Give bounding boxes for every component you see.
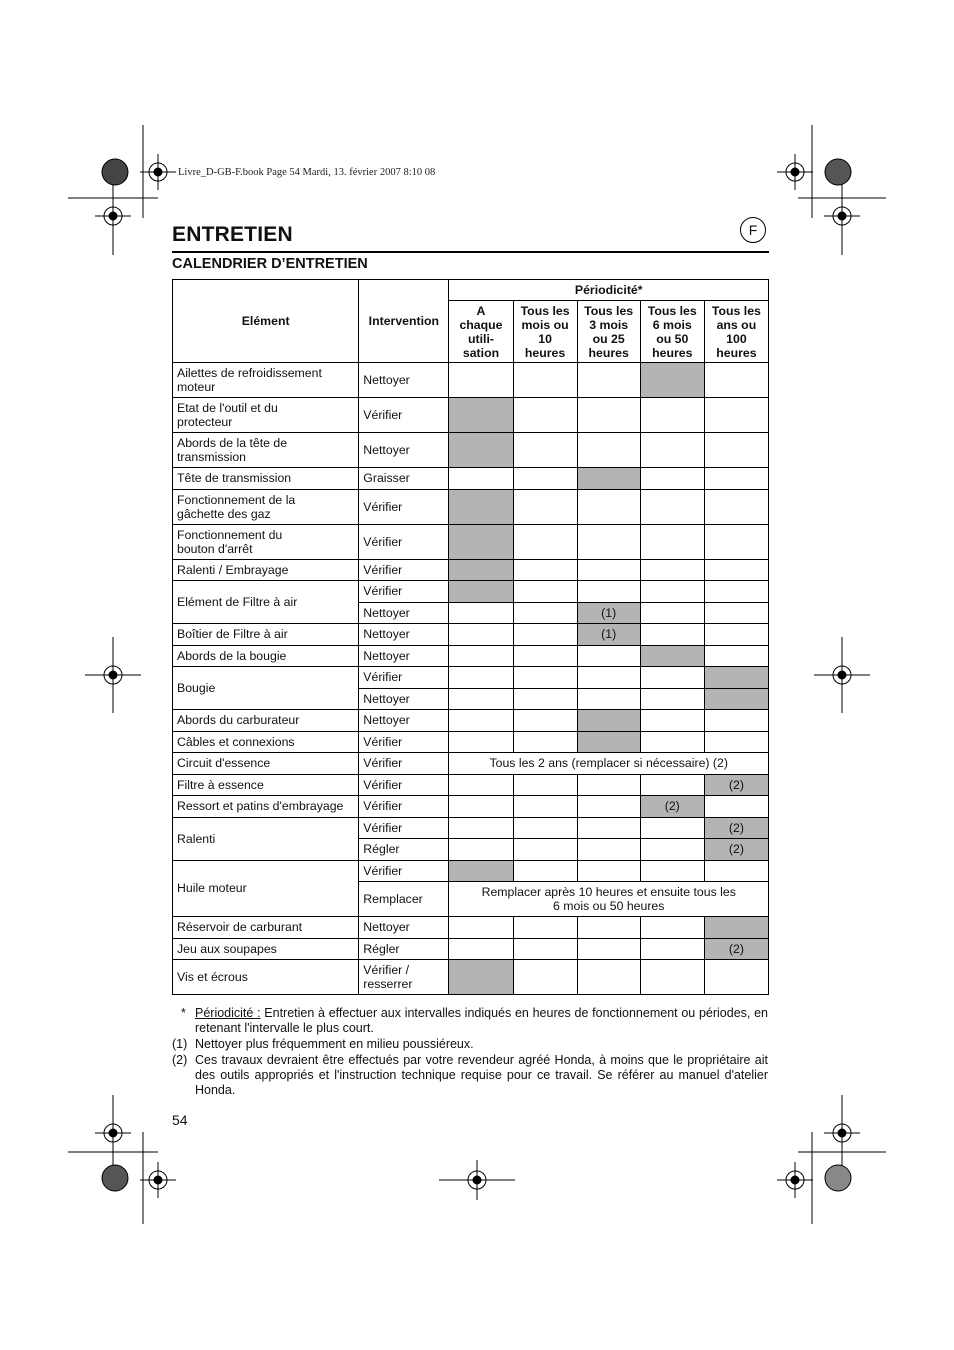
intervention-cell: [359, 688, 449, 710]
period-cell: [513, 710, 577, 732]
period-cell: [577, 433, 640, 468]
text-line: Bougie: [177, 681, 216, 695]
period-cell: [640, 489, 704, 524]
element-cell: [173, 581, 359, 624]
text-line: Ralenti / Embrayage: [177, 562, 289, 577]
period-cell: [513, 688, 577, 710]
text-line: protecteur: [177, 415, 233, 429]
element-cell: [173, 667, 359, 710]
period-cell: [704, 960, 768, 995]
period-cell: [640, 938, 704, 960]
period-cell: [513, 624, 577, 646]
header-period-2: [577, 301, 640, 363]
header-element: Elément: [173, 280, 359, 363]
text-line: Régler: [363, 941, 400, 956]
text-line: Remplacer: [363, 892, 423, 906]
period-cell: [513, 817, 577, 839]
text-line: ans ou: [716, 317, 757, 332]
text-line: Vérifier: [363, 820, 403, 835]
table-row: [173, 489, 769, 524]
shaded-period-cell: (2): [704, 839, 768, 861]
text-line: Vérifier /: [363, 963, 410, 977]
element-cell: [173, 731, 359, 753]
shaded-period-cell: [704, 667, 768, 689]
period-cell: [704, 602, 768, 624]
period-cell: [513, 860, 577, 882]
period-cell: [640, 602, 704, 624]
period-cell: [513, 602, 577, 624]
table-row: [173, 524, 769, 559]
period-cell: [640, 688, 704, 710]
element-cell: [173, 489, 359, 524]
period-cell: [640, 559, 704, 581]
footnote-text: Nettoyer plus fréquemment en milieu poussiéreux.: [195, 1037, 474, 1051]
text-line: heures: [588, 345, 629, 360]
table-row: [173, 363, 769, 398]
text-line: 100: [726, 331, 747, 346]
period-cell: [640, 468, 704, 490]
table-row: [173, 960, 769, 995]
shaded-period-cell: [449, 524, 513, 559]
intervention-cell: [359, 938, 449, 960]
shaded-period-cell: [704, 688, 768, 710]
footnote-text: Ces travaux devraient être effectués par votre revendeur agréé Honda, à moins que le propriétaire ait des outils appropriés et l'instruction technique requise pour ce travail. Se référer au manuel d'atelier Honda.: [195, 1053, 768, 1097]
text-line: Vis et écrous: [177, 970, 248, 984]
table-row: [173, 774, 769, 796]
period-cell: [513, 731, 577, 753]
intervention-cell: [359, 753, 449, 775]
table-row: [173, 710, 769, 732]
text-line: Abords de la bougie: [177, 648, 287, 663]
element-cell: [173, 753, 359, 775]
text-line: Nettoyer: [363, 713, 410, 728]
shaded-period-cell: [449, 960, 513, 995]
intervention-cell: [359, 559, 449, 581]
period-cell: [704, 581, 768, 603]
intervention-cell: [359, 645, 449, 667]
period-cell: [640, 731, 704, 753]
shaded-period-cell: [640, 645, 704, 667]
table-row: [173, 731, 769, 753]
text-line: Remplacer après 10 heures et ensuite tous les: [481, 885, 736, 899]
period-cell: [640, 524, 704, 559]
element-cell: [173, 796, 359, 818]
merged-period-cell: [449, 882, 769, 917]
period-cell: [704, 524, 768, 559]
text-line: bouton d'arrêt: [177, 541, 253, 556]
shaded-period-cell: [704, 917, 768, 939]
intervention-cell: [359, 796, 449, 818]
period-cell: [704, 645, 768, 667]
period-cell: [577, 917, 640, 939]
element-cell: [173, 645, 359, 667]
table-row: [173, 468, 769, 490]
text-line: Nettoyer: [363, 373, 410, 387]
period-cell: [449, 774, 513, 796]
footnote-marker: *: [181, 1006, 186, 1020]
table-row: [173, 753, 769, 775]
intervention-cell: [359, 731, 449, 753]
period-cell: [640, 774, 704, 796]
period-cell: [513, 917, 577, 939]
table-row: [173, 559, 769, 581]
element-cell: [173, 817, 359, 860]
intervention-cell: [359, 960, 449, 995]
period-cell: [577, 363, 640, 398]
intervention-cell: [359, 667, 449, 689]
text-line: resserrer: [363, 977, 413, 991]
period-cell: [704, 433, 768, 468]
shaded-period-cell: (1): [577, 602, 640, 624]
merged-period-cell: [449, 753, 769, 775]
period-cell: [704, 398, 768, 433]
period-cell: [513, 524, 577, 559]
text-line: Vérifier: [363, 799, 403, 814]
text-line: 3 mois: [589, 317, 629, 332]
maintenance-schedule-table: [172, 279, 769, 995]
text-line: 6 mois ou 50 heures: [553, 899, 665, 913]
intervention-cell: [359, 398, 449, 433]
text-line: Filtre à essence: [177, 777, 264, 792]
page-title: ENTRETIEN: [172, 223, 293, 246]
intervention-cell: [359, 433, 449, 468]
text-line: Régler: [363, 842, 400, 857]
period-cell: [513, 559, 577, 581]
element-cell: [173, 774, 359, 796]
text-line: Nettoyer: [363, 920, 410, 935]
element-cell: [173, 559, 359, 581]
period-cell: [640, 433, 704, 468]
period-cell: [449, 667, 513, 689]
period-cell: [513, 839, 577, 861]
period-cell: [577, 796, 640, 818]
table-row: [173, 860, 769, 882]
period-cell: [704, 731, 768, 753]
period-cell: [640, 860, 704, 882]
intervention-cell: [359, 882, 449, 917]
shaded-period-cell: [449, 433, 513, 468]
text-line: Huile moteur: [177, 881, 247, 896]
footnote-text: Entretien à effectuer aux intervalles indiqués en heures de fonctionnement ou périodes, en retenant l'intervalle le plus court.: [195, 1006, 768, 1035]
period-cell: [640, 667, 704, 689]
period-cell: [449, 817, 513, 839]
period-cell: [513, 938, 577, 960]
period-cell: [449, 363, 513, 398]
period-cell: [449, 938, 513, 960]
period-cell: [577, 817, 640, 839]
element-cell: [173, 433, 359, 468]
header-intervention: Intervention: [359, 280, 449, 363]
period-cell: [449, 839, 513, 861]
period-cell: [704, 468, 768, 490]
table-row: [173, 433, 769, 468]
text-line: Ressort et patins d'embrayage: [177, 799, 344, 814]
period-cell: [577, 645, 640, 667]
period-cell: [704, 559, 768, 581]
text-line: Tous les: [647, 303, 697, 318]
page-number: 54: [172, 1112, 188, 1128]
period-cell: [577, 960, 640, 995]
shaded-period-cell: [449, 860, 513, 882]
text-line: Nettoyer: [363, 443, 410, 457]
period-cell: [704, 796, 768, 818]
table-row: [173, 817, 769, 839]
table-row: [173, 667, 769, 689]
header-periodicite: Périodicité*: [449, 280, 769, 301]
intervention-cell: [359, 602, 449, 624]
text-line: A: [476, 303, 486, 318]
text-line: ou 50: [656, 331, 689, 346]
text-line: Vérifier: [363, 777, 403, 792]
period-cell: [640, 960, 704, 995]
text-line: gâchette des gaz: [177, 506, 271, 521]
period-cell: [449, 688, 513, 710]
text-line: mois ou: [521, 317, 569, 332]
text-line: Graisser: [363, 471, 410, 486]
period-cell: [577, 524, 640, 559]
element-cell: [173, 710, 359, 732]
intervention-cell: [359, 363, 449, 398]
text-line: Abords du carburateur: [177, 713, 300, 728]
period-cell: [513, 433, 577, 468]
element-cell: [173, 524, 359, 559]
period-cell: [704, 624, 768, 646]
section-title: CALENDRIER D’ENTRETIEN: [172, 256, 368, 272]
intervention-cell: [359, 524, 449, 559]
footnotes: [172, 1006, 768, 1099]
text-line: Tous les: [584, 303, 634, 318]
period-cell: [513, 489, 577, 524]
period-cell: [577, 667, 640, 689]
text-line: heures: [652, 345, 693, 360]
shaded-period-cell: [640, 363, 704, 398]
period-cell: [449, 917, 513, 939]
footnote: [172, 1006, 768, 1036]
shaded-period-cell: [449, 581, 513, 603]
footnote: [172, 1037, 768, 1052]
period-cell: [449, 710, 513, 732]
period-cell: [513, 581, 577, 603]
period-cell: [513, 398, 577, 433]
table-row: [173, 645, 769, 667]
intervention-cell: [359, 839, 449, 861]
period-cell: [449, 624, 513, 646]
period-cell: [449, 731, 513, 753]
text-line: Vérifier: [363, 562, 403, 577]
intervention-cell: [359, 468, 449, 490]
period-cell: [704, 363, 768, 398]
text-line: heures: [524, 345, 566, 360]
text-line: Etat de l'outil et du: [177, 401, 278, 415]
shaded-period-cell: (2): [704, 938, 768, 960]
text-line: Câbles et connexions: [177, 734, 295, 749]
text-line: Vérifier: [363, 670, 403, 685]
shaded-period-cell: (2): [704, 774, 768, 796]
intervention-cell: [359, 774, 449, 796]
period-cell: [577, 839, 640, 861]
shaded-period-cell: [577, 468, 640, 490]
text-line: Boîtier de Filtre à air: [177, 627, 288, 642]
shaded-period-cell: [449, 489, 513, 524]
header-period-3: [640, 301, 704, 363]
header-period-0: [449, 301, 513, 363]
text-line: Circuit d'essence: [177, 756, 271, 771]
table-row: [173, 624, 769, 646]
text-line: Vérifier: [363, 863, 403, 878]
shaded-period-cell: (1): [577, 624, 640, 646]
intervention-cell: [359, 917, 449, 939]
period-cell: [577, 559, 640, 581]
text-line: moteur: [177, 380, 216, 394]
element-cell: [173, 860, 359, 917]
text-line: Elément de Filtre à air: [177, 595, 298, 609]
period-cell: [640, 624, 704, 646]
period-cell: [513, 960, 577, 995]
element-cell: [173, 363, 359, 398]
text-line: Abords de la tête de: [177, 436, 288, 450]
period-cell: [513, 363, 577, 398]
period-cell: [577, 774, 640, 796]
period-cell: [449, 602, 513, 624]
text-line: Tête de transmission: [177, 471, 292, 486]
table-row: [173, 398, 769, 433]
period-cell: [640, 710, 704, 732]
text-line: sation: [462, 345, 500, 360]
language-badge: F: [740, 217, 766, 243]
element-cell: [173, 938, 359, 960]
print-header: Livre_D-GB-F.book Page 54 Mardi, 13. février 2007 8:10 08: [178, 167, 436, 178]
period-cell: [577, 688, 640, 710]
text-line: Nettoyer: [363, 691, 410, 706]
period-cell: [449, 645, 513, 667]
text-line: 6 mois: [652, 317, 692, 332]
header-period-4: [704, 301, 768, 363]
text-line: Tous les: [520, 303, 570, 318]
intervention-cell: [359, 860, 449, 882]
text-line: Vérifier: [363, 756, 403, 771]
period-cell: [577, 938, 640, 960]
shaded-period-cell: (2): [704, 817, 768, 839]
period-cell: [449, 468, 513, 490]
period-cell: [513, 667, 577, 689]
text-line: Vérifier: [363, 534, 403, 549]
period-cell: [704, 710, 768, 732]
period-cell: [577, 398, 640, 433]
text-line: Réservoir de carburant: [177, 920, 303, 935]
text-line: Vérifier: [363, 499, 403, 514]
title-rule: [172, 251, 769, 253]
shaded-period-cell: [449, 398, 513, 433]
intervention-cell: [359, 817, 449, 839]
period-cell: [640, 817, 704, 839]
intervention-cell: [359, 489, 449, 524]
element-cell: [173, 468, 359, 490]
period-cell: [513, 468, 577, 490]
footnote-lead: Périodicité :: [195, 1006, 261, 1020]
text-line: Nettoyer: [363, 605, 410, 620]
text-line: Vérifier: [363, 408, 403, 422]
element-cell: [173, 624, 359, 646]
footnote-marker: (1): [172, 1037, 188, 1051]
period-cell: [640, 581, 704, 603]
period-cell: [640, 839, 704, 861]
shaded-period-cell: [577, 731, 640, 753]
text-line: Ralenti: [177, 831, 216, 846]
text-line: heures: [716, 345, 757, 360]
period-cell: [640, 398, 704, 433]
shaded-period-cell: (2): [640, 796, 704, 818]
text-line: Fonctionnement de la: [177, 492, 296, 507]
table-row: [173, 796, 769, 818]
shaded-period-cell: [449, 559, 513, 581]
period-cell: [577, 860, 640, 882]
period-cell: [704, 489, 768, 524]
table-row: [173, 938, 769, 960]
text-line: Tous les 2 ans (remplacer si nécessaire) (2): [489, 756, 728, 771]
period-cell: [577, 489, 640, 524]
period-cell: [513, 796, 577, 818]
table-row: [173, 917, 769, 939]
period-cell: [449, 796, 513, 818]
text-line: Vérifier: [363, 734, 403, 749]
footnote-marker: (2): [172, 1053, 188, 1067]
element-cell: [173, 917, 359, 939]
text-line: chaque: [459, 317, 503, 332]
text-line: Nettoyer: [363, 648, 410, 663]
text-line: Jeu aux soupapes: [177, 941, 277, 956]
text-line: Vérifier: [363, 584, 403, 599]
text-line: ou 25: [592, 331, 625, 346]
period-cell: [577, 581, 640, 603]
intervention-cell: [359, 581, 449, 603]
element-cell: [173, 398, 359, 433]
period-cell: [704, 860, 768, 882]
intervention-cell: [359, 710, 449, 732]
header-period-1: [513, 301, 577, 363]
text-line: Fonctionnement du: [177, 527, 283, 542]
text-line: Nettoyer: [363, 627, 410, 642]
element-cell: [173, 960, 359, 995]
period-cell: [640, 917, 704, 939]
text-line: utili-: [468, 331, 494, 346]
intervention-cell: [359, 624, 449, 646]
text-line: transmission: [177, 450, 247, 464]
text-line: Tous les: [711, 303, 761, 318]
table-row: [173, 581, 769, 603]
text-line: 10: [538, 331, 552, 346]
text-line: Ailettes de refroidissement: [177, 366, 322, 380]
period-cell: [513, 774, 577, 796]
period-cell: [513, 645, 577, 667]
shaded-period-cell: [577, 710, 640, 732]
footnote: [172, 1053, 768, 1098]
